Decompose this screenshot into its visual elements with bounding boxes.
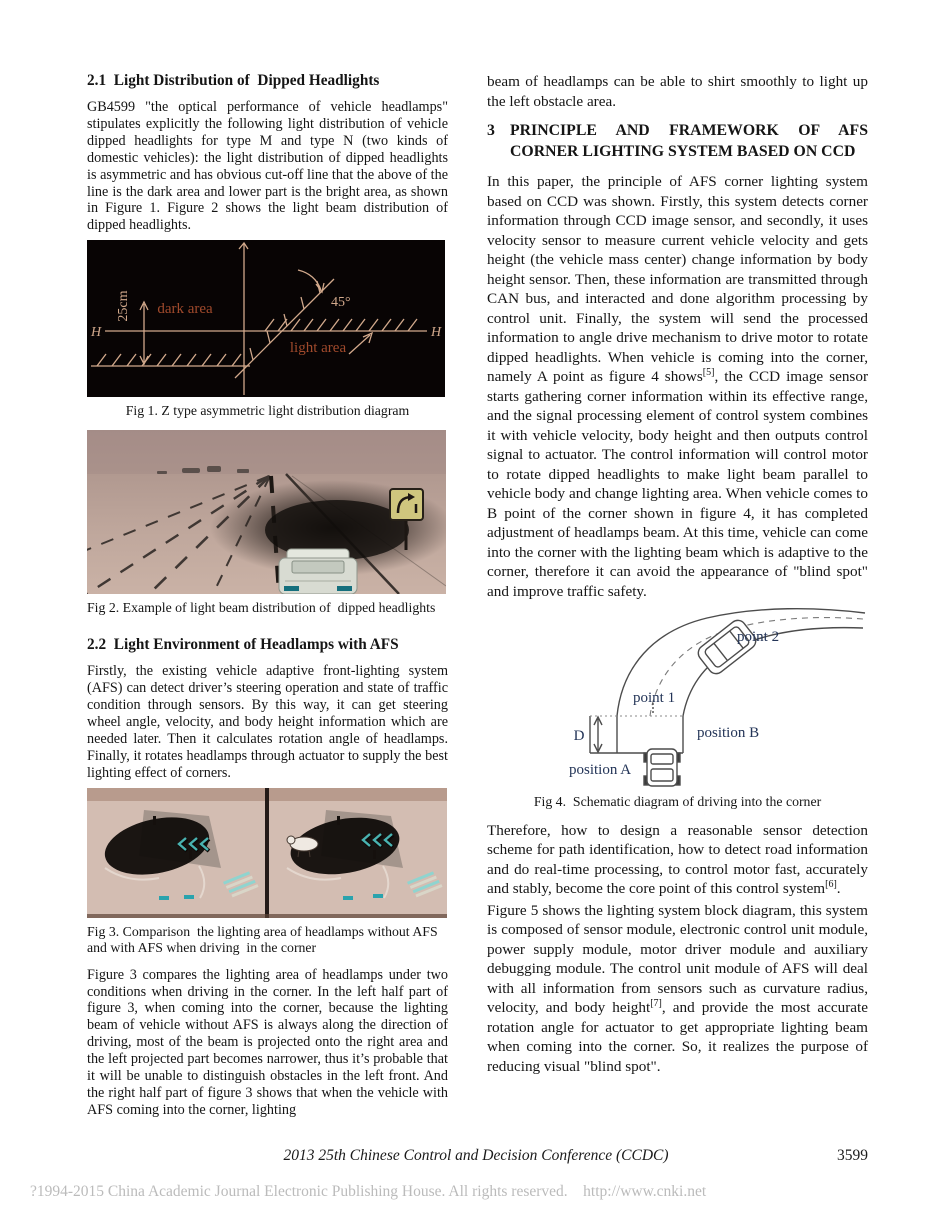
footer-watermark: ?1994-2015 China Academic Journal Electronic Publishing House. All rights reserved. http://www.cnki.net (30, 1183, 707, 1200)
fig4-position-b-label: position B (697, 725, 760, 741)
fig3-comparison-images (87, 788, 447, 918)
section-3-number: 3 (487, 122, 495, 139)
footer-conference-title: 2013 25th Chinese Control and Decision Conference (CCDC) (283, 1147, 669, 1164)
fig4-corner-schematic (487, 603, 867, 788)
continuation-paragraph: beam of headlamps can be able to shirt smoothly to light up the left obstacle area. (487, 73, 868, 110)
fig2-road-photo (87, 430, 446, 594)
section-3-paragraph-2: Therefore, how to design a reasonable sensor detection scheme for path identification, how to detect road information and do real-time processing, to control motor fast, accurately and stably, become the core point of this control system[6]. (487, 821, 868, 897)
section-3-heading (487, 121, 868, 162)
fig1-light-distribution-diagram (87, 240, 445, 397)
fig1-light-area-label: light area (289, 340, 347, 357)
fig4-point-2-label: point 2 (737, 629, 780, 645)
figure-2 (87, 430, 446, 594)
figure-3-discussion-paragraph: Figure 3 compares the lighting area of headlamps under two conditions when driving in the corner. In the left half part of figure 3, when coming into the corner, because the lighting beam of vehicle without AFS is always along the direction of driving, most of the beam is projected onto the right area and the left projected part becomes narrower, thus it’s probable that it will be unable to distinguish obstacles in the left front. And the right half part of figure 3 shows that when the vehicle with AFS coming into the corner, lighting (87, 966, 448, 1118)
figure-3-caption: Fig 3. Comparison the lighting area of headlamps without AFS and with AFS when driving in the corner (87, 923, 442, 956)
fig4-position-a-label: position A (569, 762, 632, 778)
fig4-car-in-corner (695, 617, 759, 677)
fig1-25cm-label: 25cm (116, 290, 131, 322)
figure-1 (87, 240, 445, 397)
figure-4 (487, 603, 867, 788)
section-3-title: PRINCIPLE AND FRAMEWORK OF AFS CORNER LIGHTING SYSTEM BASED ON CCD (510, 122, 868, 160)
fig1-h-left-label: H (91, 325, 102, 341)
fig1-dark-area-label: dark area (157, 301, 213, 318)
fig2-car (279, 549, 357, 594)
section-2-2-paragraph: Firstly, the existing vehicle adaptive front-lighting system (AFS) can detect driver’s steering operation and state of traffic condition through sensors. By this way, it can get steering wheel angle, velocity, and body height information which are needed later. Then it calculates rotation angle of headlamps. Finally, it rotates headlamps through actuator to supply the best lighting effect of corners. (87, 663, 448, 781)
fig4-distance-label: D (573, 728, 585, 744)
section-3-paragraph-1: In this paper, the principle of AFS corner lighting system based on CCD was shown. Firstly, this system detects corner information through CCD image sensor, and secondly, it uses velocity sensor to measure current vehicle velocity and gets height (the vehicle mass center) change information by body height sensor. Then, these information are transmitted through CAN bus, and interacted and done algorithm processing by control unit. Finally, the system will send the processed information to angle drive mechanism to drive motor to rotate dipped headlights. When vehicle is coming into the corner, namely A point as figure 4 shows[5], the CCD image sensor starts gathering corner information within its effective range, and the signal processing element of control system combines it with vehicle velocity, body height and then outputs control signal to actuator. The control information will control motor to rotate dipped headlights to make light beam parallel to vehicle body and change lighting area. When vehicle comes to B point of the corner shown in figure 4, it has completed adjustment of headlamps beam. At this time, vehicle can come into the corner with the lighting beam which is adaptive to the corner, therefore it can avoid the appearance of "blind spot" and improve traffic safety. (487, 173, 868, 600)
figure-4-caption: Fig 4. Schematic diagram of driving into the corner (533, 794, 822, 809)
section-2-1-heading: 2.1 Light Distribution of Dipped Headlights (87, 72, 380, 89)
fig4-car-position-a (644, 749, 680, 786)
figure-2-caption: Fig 2. Example of light beam distribution of dipped headlights (87, 599, 436, 615)
fig4-point-1-label: point 1 (633, 690, 676, 706)
right-column (487, 72, 868, 1078)
section-2-2-heading: 2.2 Light Environment of Headlamps with AFS (87, 636, 399, 654)
figure-1-caption: Fig 1. Z type asymmetric light distribution diagram (125, 403, 410, 419)
fig1-angle-label: 45° (331, 295, 351, 311)
figure-3 (87, 788, 447, 918)
fig1-h-right-label: H (431, 325, 442, 341)
footer-page-number: 3599 (837, 1147, 868, 1164)
left-column (87, 72, 448, 1125)
section-2-1-paragraph: GB4599 "the optical performance of vehicle headlamps" stipulates explicitly the following light distribution of vehicle dipped headlights for type M and type N (two kinds of domestic vehicles): the light distribution of dipped headlights is asymmetric and has obvious cut-off line that the above of the line is the dark area and lower part is the bright area, as shown in Figure 1. Figure 2 shows the light beam distribution of dipped headlights. (87, 99, 448, 234)
section-3-paragraph-3: Figure 5 shows the lighting system block diagram, this system is composed of sensor module, electronic control unit module, power supply module, motor driver module and auxiliary debugging module. The control unit module of AFS will deal with all information from sensors such as curvature radius, velocity, and body height[7], and provide the most accurate rotation angle for actuator to get appropriate lighting beam when coming into the corner. So, it realizes the purpose of reducing visual "blind spot". (487, 901, 868, 1075)
